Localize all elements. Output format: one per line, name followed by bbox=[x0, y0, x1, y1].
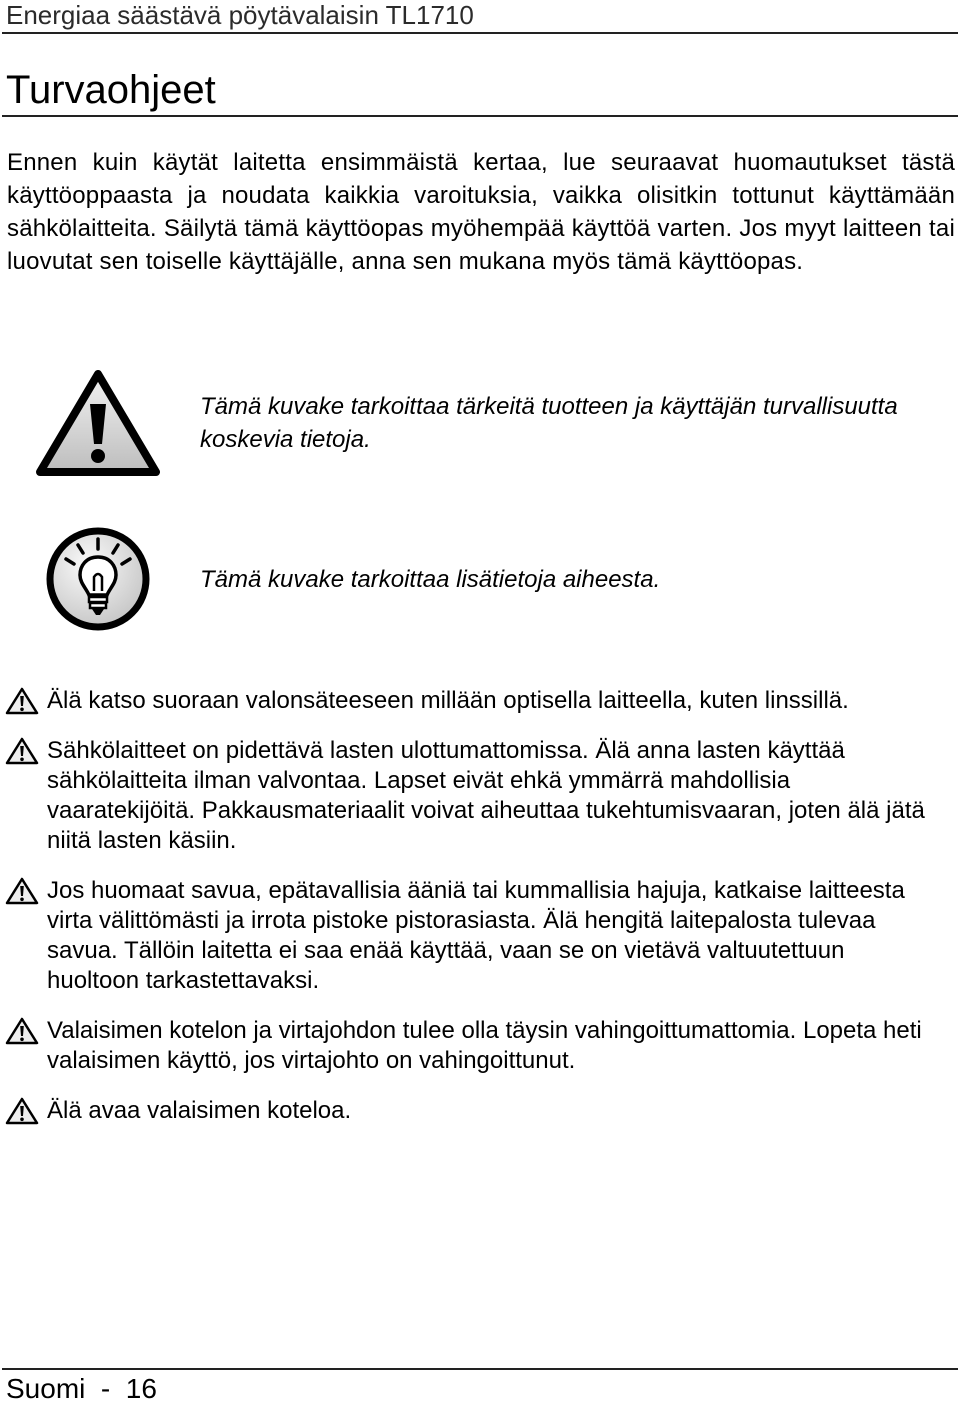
safety-note bbox=[0, 876, 927, 996]
safety-note-text: Älä avaa valaisimen koteloa. bbox=[47, 1097, 352, 1124]
warning-triangle-icon bbox=[36, 370, 160, 481]
legend-warning-text: Tämä kuvake tarkoittaa tärkeitä tuotteen ja käyttäjän turvallisuutta koskevia tietoja. bbox=[200, 393, 898, 453]
legend-warning bbox=[0, 370, 960, 480]
warning-small-icon bbox=[5, 687, 39, 723]
safety-note bbox=[0, 1016, 927, 1076]
page-title: Turvaohjeet bbox=[6, 68, 216, 112]
warning-small-icon bbox=[5, 1017, 39, 1053]
lightbulb-info-icon bbox=[44, 525, 152, 638]
warning-small-icon bbox=[5, 737, 39, 773]
document-header-title: Energiaa säästävä pöytävalaisin TL1710 bbox=[6, 0, 474, 30]
page-footer: Suomi - 16 bbox=[6, 1373, 157, 1404]
safety-note bbox=[0, 736, 927, 856]
safety-note bbox=[0, 1096, 927, 1126]
warning-small-icon bbox=[5, 877, 39, 913]
safety-note-text: Valaisimen kotelon ja virtajohdon tulee olla täysin vahingoittumattomia. Lopeta heti valaisimen käyttö, jos virtajohto on vahingoittunut. bbox=[47, 1017, 922, 1074]
header-divider bbox=[2, 32, 958, 34]
safety-note-text: Sähkölaitteet on pidettävä lasten ulottumattomissa. Älä anna lasten käyttää sähkölaitteita ilman valvontaa. Lapset eivät ehkä ymmärrä mahdollisia vaaratekijöitä. Pakkausmateriaalit voivat aiheuttaa tukehtumisvaaran, joten älä jätä niitä lasten käsiin. bbox=[47, 737, 925, 854]
safety-note-text: Jos huomaat savua, epätavallisia ääniä tai kummallisia hajuja, katkaise laitteesta virta välittömästi ja irrota pistoke pistorasiasta. Älä hengitä laitepalosta tulevaa savua. Tällöin laitetta ei saa enää käyttää, vaan se on vietävä valtuutettuun huoltoon tarkastettavaksi. bbox=[47, 877, 905, 994]
safety-notes-list bbox=[0, 686, 960, 1146]
legend-info-text: Tämä kuvake tarkoittaa lisätietoja aiheesta. bbox=[200, 566, 661, 593]
footer-divider bbox=[2, 1368, 958, 1370]
intro-paragraph: Ennen kuin käytät laitetta ensimmäistä kertaa, lue seuraavat huomautukset tästä käyttöoppaasta ja noudata kaikkia varoituksia, vaikka olisitkin tottunut käyttämään sähkölaitteita. Säilytä tämä käyttöopas myöhempää käyttöä varten. Jos myyt laitteen tai luovutat sen toiselle käyttäjälle, anna sen mukana myös tämä käyttöopas. bbox=[7, 149, 955, 275]
legend-info bbox=[0, 525, 960, 635]
warning-small-icon bbox=[5, 1097, 39, 1133]
safety-note bbox=[0, 686, 927, 716]
title-divider bbox=[2, 115, 958, 117]
safety-note-text: Älä katso suoraan valonsäteeseen millään optisella laitteella, kuten linssillä. bbox=[47, 687, 849, 714]
